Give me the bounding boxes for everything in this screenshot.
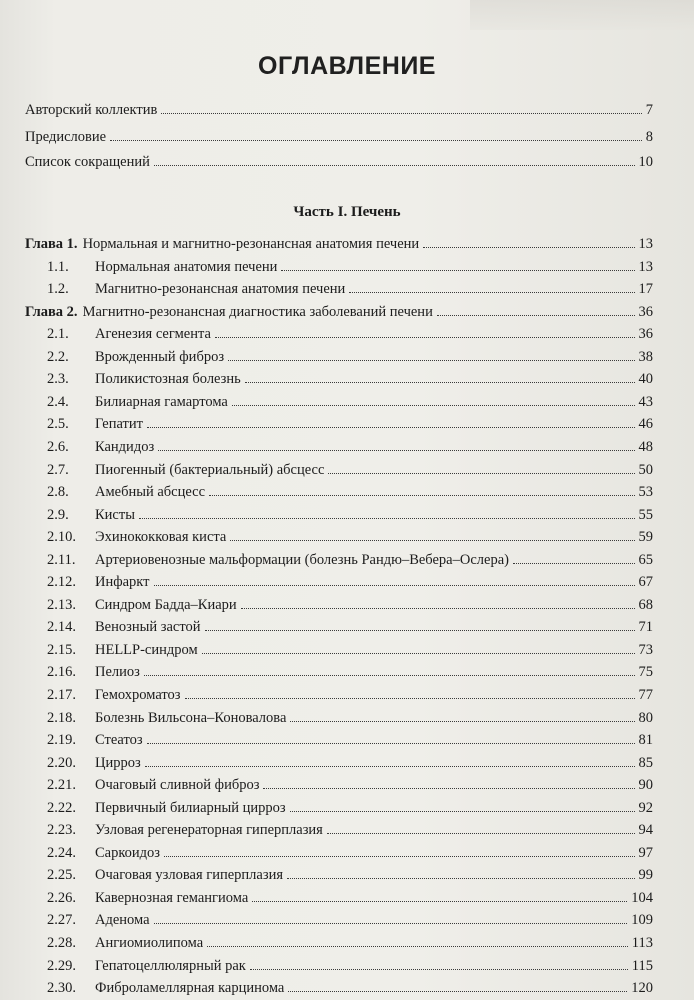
entry-title-group <box>47 278 347 300</box>
toc-entry <box>47 616 653 638</box>
entry-number: 2.1. <box>47 326 69 342</box>
toc-entry <box>47 752 653 774</box>
entry-title: Саркоидоз <box>95 845 161 861</box>
entry-title: Гемохроматоз <box>95 687 181 703</box>
entry-number: 2.5. <box>47 416 69 432</box>
entry-title: Очаговый сливной фиброз <box>95 777 260 793</box>
entry-page-number: 55 <box>638 507 653 523</box>
dot-leader <box>252 889 627 902</box>
toc-entry <box>47 977 653 999</box>
entry-title: Узловая регенераторная гиперплазия <box>95 822 323 838</box>
dot-leader <box>158 438 634 451</box>
dot-leader <box>144 663 635 676</box>
toc-entry <box>47 842 653 864</box>
entry-title-group <box>47 797 288 819</box>
toc-entry <box>47 887 653 909</box>
entry-title: Кандидоз <box>95 439 155 455</box>
entry-number: 2.17. <box>47 687 76 703</box>
toc-entry <box>47 594 653 616</box>
dot-leader <box>513 551 635 564</box>
dot-leader <box>154 153 635 166</box>
entry-number: 2.19. <box>47 732 76 748</box>
toc-entry <box>47 481 653 503</box>
toc-entry <box>25 99 653 121</box>
entry-number: 2.4. <box>47 394 69 410</box>
dot-leader <box>228 348 634 361</box>
toc-entry <box>47 368 653 390</box>
dot-leader <box>328 461 634 474</box>
entry-page-number: 13 <box>638 236 653 252</box>
entry-title-group <box>47 346 226 368</box>
dot-leader <box>185 686 635 699</box>
entry-title: Аденома <box>95 912 150 928</box>
entry-page-number: 104 <box>631 890 653 906</box>
entry-page-number: 92 <box>638 800 653 816</box>
toc-entry <box>47 909 653 931</box>
entry-title-group <box>47 436 156 458</box>
entry-number: 2.29. <box>47 958 76 974</box>
entry-page-number: 77 <box>638 687 653 703</box>
entry-page-number: 43 <box>638 394 653 410</box>
dot-leader <box>139 506 635 519</box>
entry-title: Стеатоз <box>95 732 143 748</box>
entry-number: 2.7. <box>47 462 69 478</box>
entry-title: Магнитно-резонансная диагностика заболеваний печени <box>82 304 433 320</box>
toc-entry <box>47 549 653 571</box>
entry-title: Ангиомиолипома <box>95 935 204 951</box>
dot-leader <box>215 325 635 338</box>
entry-title-group <box>47 594 239 616</box>
entry-number: 2.13. <box>47 597 76 613</box>
entry-title: Венозный застой <box>95 619 201 635</box>
entry-title-group <box>25 233 421 255</box>
toc-entry <box>25 126 653 148</box>
dot-leader <box>241 596 635 609</box>
entry-page-number: 113 <box>631 935 653 951</box>
toc-entry <box>47 932 653 954</box>
dot-leader <box>423 235 634 248</box>
dot-leader <box>147 731 635 744</box>
dot-leader <box>290 709 634 722</box>
toc-entry <box>47 278 653 300</box>
entry-title-group <box>47 909 152 931</box>
entry-number: 1.1. <box>47 259 69 275</box>
entry-title-group <box>47 526 228 548</box>
entry-number: 2.9. <box>47 507 69 523</box>
toc-entry <box>47 459 653 481</box>
entry-page-number: 115 <box>631 958 653 974</box>
dot-leader <box>290 799 635 812</box>
entry-number: 1.2. <box>47 281 69 297</box>
entry-number: 2.23. <box>47 822 76 838</box>
entry-title-group <box>47 752 143 774</box>
entry-title-group <box>47 481 207 503</box>
entry-page-number: 38 <box>638 349 653 365</box>
entry-title-group <box>47 955 248 977</box>
entry-number: 2.3. <box>47 371 69 387</box>
toc-entry <box>47 707 653 729</box>
entry-title-group <box>47 256 279 278</box>
entry-title-group <box>47 413 145 435</box>
entry-title: Артериовенозные мальформации (болезнь Рандю–Вебера–Ослера) <box>95 552 509 568</box>
toc-entry <box>47 639 653 661</box>
entry-number: Глава 2. <box>25 304 78 320</box>
entry-page-number: 65 <box>638 552 653 568</box>
entry-title-group <box>47 639 200 661</box>
entry-title: Врожденный фиброз <box>95 349 225 365</box>
entry-title: Инфаркт <box>95 574 150 590</box>
toc-entry <box>47 256 653 278</box>
entry-number: 2.27. <box>47 912 76 928</box>
entry-page-number: 36 <box>638 304 653 320</box>
dot-leader <box>437 303 635 316</box>
entry-title-group <box>47 842 162 864</box>
entry-page-number: 81 <box>638 732 653 748</box>
entry-title-group <box>25 151 152 173</box>
dot-leader <box>207 934 628 947</box>
toc-entry <box>47 864 653 886</box>
entry-page-number: 75 <box>638 664 653 680</box>
entry-number: 2.8. <box>47 484 69 500</box>
entry-title-group <box>47 616 203 638</box>
entry-page-number: 8 <box>645 129 653 145</box>
part-title: Часть I. Печень <box>293 204 401 220</box>
entry-number: 2.10. <box>47 529 76 545</box>
dot-leader <box>349 280 634 293</box>
toc-entry <box>47 436 653 458</box>
toc-entry <box>47 526 653 548</box>
entry-title: Синдром Бадда–Киари <box>95 597 237 613</box>
entry-title-group <box>25 126 108 148</box>
dot-leader <box>147 415 635 428</box>
entry-title-group <box>47 571 152 593</box>
entry-number: 2.11. <box>47 552 76 568</box>
entry-number: 2.15. <box>47 642 76 658</box>
dot-leader <box>154 911 628 924</box>
entry-title-group <box>47 887 250 909</box>
entry-title: Фиброламеллярная карцинома <box>95 980 285 996</box>
entry-title: Гепатоцеллюлярный рак <box>95 958 246 974</box>
entry-title: Предисловие <box>25 129 107 145</box>
dot-leader <box>288 979 627 992</box>
entry-title: Первичный билиарный цирроз <box>95 800 286 816</box>
dot-leader <box>230 528 634 541</box>
entry-number: 2.25. <box>47 867 76 883</box>
dot-leader <box>327 821 635 834</box>
entry-title: Очаговая узловая гиперплазия <box>95 867 284 883</box>
entry-title: Амебный абсцесс <box>95 484 206 500</box>
toc-entry <box>47 323 653 345</box>
toc-entry <box>47 571 653 593</box>
entry-title: Эхинококковая киста <box>95 529 227 545</box>
toc-entry <box>47 413 653 435</box>
entry-number: 2.2. <box>47 349 69 365</box>
entry-page-number: 59 <box>638 529 653 545</box>
entry-page-number: 97 <box>638 845 653 861</box>
entry-title: Агенезия сегмента <box>95 326 211 342</box>
dot-leader <box>250 957 628 970</box>
entry-page-number: 48 <box>638 439 653 455</box>
toc-entry <box>47 729 653 751</box>
toc-entry <box>47 955 653 977</box>
toc-entry <box>47 819 653 841</box>
entry-title: Цирроз <box>95 755 141 771</box>
entry-number: 2.30. <box>47 980 76 996</box>
dot-leader <box>245 370 635 383</box>
entry-title-group <box>47 368 243 390</box>
toc-entry <box>25 233 653 255</box>
entry-page-number: 50 <box>638 462 653 478</box>
entry-page-number: 46 <box>638 416 653 432</box>
entry-page-number: 13 <box>638 259 653 275</box>
entry-number: 2.14. <box>47 619 76 635</box>
entry-title: Пелиоз <box>95 664 140 680</box>
entry-title: HELLP-синдром <box>95 642 198 658</box>
entry-number: 2.16. <box>47 664 76 680</box>
toc-entry <box>47 774 653 796</box>
entry-page-number: 109 <box>631 912 653 928</box>
dot-leader <box>209 483 634 496</box>
entry-page-number: 90 <box>638 777 653 793</box>
toc-entry <box>25 151 653 173</box>
entry-page-number: 120 <box>631 980 653 996</box>
entry-title: Кавернозная гемангиома <box>95 890 249 906</box>
dot-leader <box>110 128 642 141</box>
dot-leader <box>164 844 634 857</box>
toc-entry <box>47 346 653 368</box>
entry-title: Список сокращений <box>25 154 150 170</box>
entry-number: 2.18. <box>47 710 76 726</box>
entry-number: 2.22. <box>47 800 76 816</box>
toc-entry <box>47 661 653 683</box>
dot-leader <box>232 393 635 406</box>
entry-title-group <box>47 549 511 571</box>
toc-entry <box>47 391 653 413</box>
entry-page-number: 7 <box>645 102 653 118</box>
dot-leader <box>205 618 635 631</box>
page-edge-shadow <box>470 0 694 30</box>
dot-leader <box>145 754 635 767</box>
entry-page-number: 53 <box>638 484 653 500</box>
entry-page-number: 40 <box>638 371 653 387</box>
entry-title-group <box>47 707 288 729</box>
entry-number: 2.24. <box>47 845 76 861</box>
entry-page-number: 17 <box>638 281 653 297</box>
entry-title-group <box>47 932 205 954</box>
entry-page-number: 71 <box>638 619 653 635</box>
entry-title: Кисты <box>95 507 135 523</box>
entry-title-group <box>47 774 261 796</box>
entry-title: Авторский коллектив <box>25 102 158 118</box>
entry-title-group <box>47 391 230 413</box>
entry-title-group <box>47 661 142 683</box>
entry-number: 2.28. <box>47 935 76 951</box>
dot-leader <box>161 101 641 114</box>
dot-leader <box>263 776 634 789</box>
entry-title: Поликистозная болезнь <box>95 371 241 387</box>
entry-page-number: 10 <box>638 154 653 170</box>
entry-title: Билиарная гамартома <box>95 394 228 410</box>
entry-number: Глава 1. <box>25 236 78 252</box>
entry-title-group <box>47 729 145 751</box>
entry-number: 2.20. <box>47 755 76 771</box>
entry-title-group <box>47 819 325 841</box>
entry-title-group <box>47 323 213 345</box>
page-heading: ОГЛАВЛЕНИЕ <box>258 52 436 80</box>
entry-title-group <box>47 684 183 706</box>
entry-title: Нормальная анатомия печени <box>95 259 278 275</box>
entry-title: Магнитно-резонансная анатомия печени <box>95 281 346 297</box>
entry-title-group <box>47 977 286 999</box>
dot-leader <box>154 573 635 586</box>
entry-title-group <box>47 864 285 886</box>
entry-page-number: 68 <box>638 597 653 613</box>
entry-number: 2.26. <box>47 890 76 906</box>
entry-number: 2.6. <box>47 439 69 455</box>
entry-number: 2.21. <box>47 777 76 793</box>
entry-page-number: 94 <box>638 822 653 838</box>
dot-leader <box>287 866 634 879</box>
entry-title-group <box>25 99 159 121</box>
entry-number: 2.12. <box>47 574 76 590</box>
entry-page-number: 80 <box>638 710 653 726</box>
entry-title: Болезнь Вильсона–Коновалова <box>95 710 287 726</box>
dot-leader <box>281 258 634 271</box>
toc-entry <box>47 684 653 706</box>
entry-title-group <box>47 459 326 481</box>
entry-title: Нормальная и магнитно-резонансная анатомия печени <box>82 236 420 252</box>
entry-page-number: 73 <box>638 642 653 658</box>
entry-page-number: 99 <box>638 867 653 883</box>
toc-entry <box>47 797 653 819</box>
entry-page-number: 36 <box>638 326 653 342</box>
toc-entry <box>25 301 653 323</box>
entry-title: Пиогенный (бактериальный) абсцесс <box>95 462 325 478</box>
dot-leader <box>202 641 635 654</box>
toc-entry <box>47 504 653 526</box>
entry-title-group <box>25 301 435 323</box>
entry-title: Гепатит <box>95 416 143 432</box>
entry-title-group <box>47 504 137 526</box>
entry-page-number: 67 <box>638 574 653 590</box>
entry-page-number: 85 <box>638 755 653 771</box>
